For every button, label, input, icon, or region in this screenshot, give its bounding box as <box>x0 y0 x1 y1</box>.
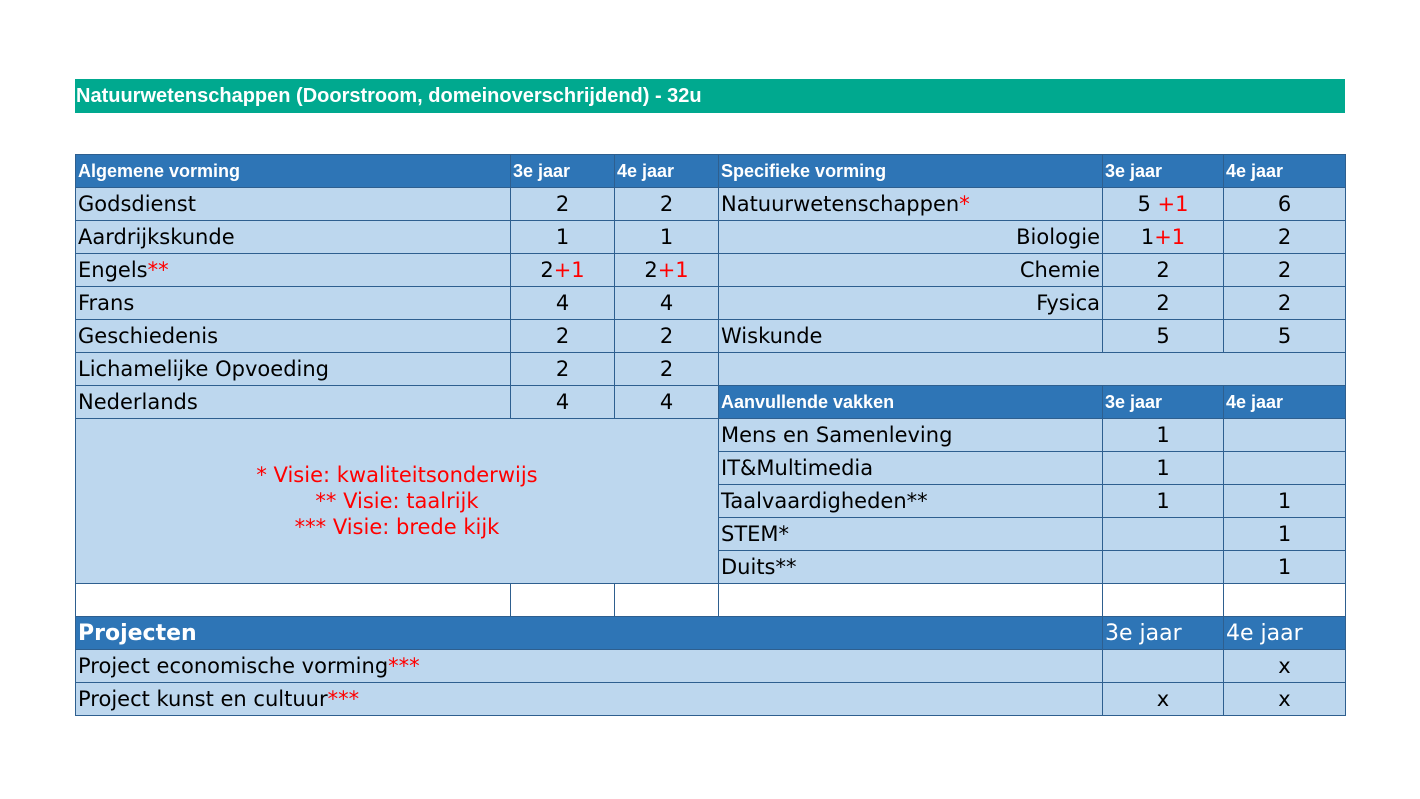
table-row <box>76 683 1346 716</box>
table-row <box>76 221 1346 254</box>
project-name: Project kunst en cultuur <box>78 687 328 711</box>
subject-cell <box>76 188 511 221</box>
hours-cell: 2 <box>1224 254 1346 287</box>
hours-cell: 4 <box>511 386 615 419</box>
projecten-y4-header: 4e jaar <box>1224 617 1346 650</box>
empty-cell <box>1103 584 1224 617</box>
vision-marker: ** <box>147 258 169 282</box>
aanvullende-y4-header: 4e jaar <box>1224 386 1346 419</box>
hours-cell: 1 <box>1224 551 1346 584</box>
hours-cell: 2 <box>1224 221 1346 254</box>
hours-cell: 1 <box>511 221 615 254</box>
hours-cell: 4 <box>615 386 719 419</box>
subject-cell: Lichamelijke Opvoeding <box>76 353 511 386</box>
specifieke-y3-header: 3e jaar <box>1103 155 1224 188</box>
hours-cell: 2 <box>1103 254 1224 287</box>
hours-cell <box>1224 419 1346 452</box>
vision-marker: * <box>959 192 970 216</box>
note-line: ** Visie: taalrijk <box>315 489 479 513</box>
hours-y3: 2 <box>555 192 570 216</box>
hours-y4: 2 <box>644 258 658 282</box>
project-mark <box>1103 650 1224 683</box>
subject-name: Engels <box>78 258 148 282</box>
hours-cell: 1 <box>1224 485 1346 518</box>
specifieke-y4-header: 4e jaar <box>1224 155 1346 188</box>
subject-name: Natuurwetenschappen <box>721 192 960 216</box>
subject-cell <box>76 221 511 254</box>
hours-y3: 1 <box>1140 225 1155 249</box>
hours-cell: 2 <box>1103 287 1224 320</box>
hours-cell: 1 <box>1103 452 1224 485</box>
hours-cell <box>1103 188 1224 221</box>
hours-cell: 5 <box>1224 320 1346 353</box>
vision-marker: *** <box>388 654 420 678</box>
hours-extra: +1 <box>1157 192 1189 216</box>
hours-y3: 2 <box>540 258 554 282</box>
hours-cell: 2 <box>511 353 615 386</box>
hours-cell: 2 <box>615 320 719 353</box>
projecten-header: Projecten <box>76 617 1103 650</box>
hours-cell <box>615 254 719 287</box>
algemene-y3-header: 3e jaar <box>511 155 615 188</box>
subject-cell: Taalvaardigheden** <box>719 485 1103 518</box>
aanvullende-header: Aanvullende vakken <box>719 386 1103 419</box>
hours-extra: +1 <box>1154 225 1186 249</box>
projecten-header-row <box>76 617 1346 650</box>
algemene-header: Algemene vorming <box>76 155 511 188</box>
project-cell <box>76 683 1103 716</box>
empty-cell <box>1224 584 1346 617</box>
hours-cell: 2 <box>1224 287 1346 320</box>
table-row <box>76 287 1346 320</box>
hours-y3: 5 <box>1137 192 1158 216</box>
hours-y4: 6 <box>1277 192 1292 216</box>
subject-cell: Nederlands <box>76 386 511 419</box>
subject-cell: Frans <box>76 287 511 320</box>
subject-cell: Geschiedenis <box>76 320 511 353</box>
hours-cell: 1 <box>615 221 719 254</box>
spacer-cell <box>719 353 1346 386</box>
subject-cell: Duits** <box>719 551 1103 584</box>
project-name: Project economische vorming <box>78 654 389 678</box>
table-row <box>76 254 1346 287</box>
subject-cell <box>719 188 1103 221</box>
hours-cell <box>615 188 719 221</box>
subject-cell: Chemie <box>719 254 1103 287</box>
table-row <box>76 353 1346 386</box>
note-line: *** Visie: brede kijk <box>294 515 500 539</box>
hours-cell: 1 <box>1103 419 1224 452</box>
projecten-y3-header: 3e jaar <box>1103 617 1224 650</box>
subject-cell <box>76 254 511 287</box>
algemene-y4-header: 4e jaar <box>615 155 719 188</box>
project-mark: x <box>1103 683 1224 716</box>
hours-cell <box>1103 551 1224 584</box>
subject-cell: STEM* <box>719 518 1103 551</box>
hours-extra: +1 <box>657 258 689 282</box>
hours-y4: 2 <box>659 192 674 216</box>
hours-cell: 2 <box>615 353 719 386</box>
table-row <box>76 650 1346 683</box>
page-title: Natuurwetenschappen (Doorstroom, domeinoverschrijdend) - 32u <box>75 79 1345 113</box>
hours-cell: 4 <box>511 287 615 320</box>
project-mark: x <box>1224 650 1346 683</box>
subject-cell: Fysica <box>719 287 1103 320</box>
hours-cell <box>1224 452 1346 485</box>
specifieke-header: Specifieke vorming <box>719 155 1103 188</box>
table-row <box>76 320 1346 353</box>
hours-cell: 5 <box>1103 320 1224 353</box>
header-row <box>76 155 1346 188</box>
table-row <box>76 419 1346 452</box>
hours-cell <box>1103 518 1224 551</box>
hours-cell <box>1103 221 1224 254</box>
empty-cell <box>511 584 615 617</box>
hours-cell: 2 <box>511 320 615 353</box>
hours-cell <box>511 254 615 287</box>
vision-notes <box>76 419 719 584</box>
project-cell <box>76 650 1103 683</box>
subject-cell: Wiskunde <box>719 320 1103 353</box>
aanvullende-y3-header: 3e jaar <box>1103 386 1224 419</box>
subject-cell: Biologie <box>719 221 1103 254</box>
table-row <box>76 188 1346 221</box>
project-mark: x <box>1224 683 1346 716</box>
curriculum-table <box>75 154 1346 716</box>
empty-row <box>76 584 1346 617</box>
hours-cell: 1 <box>1224 518 1346 551</box>
hours-extra: +1 <box>553 258 585 282</box>
empty-cell <box>615 584 719 617</box>
subject-name: Aardrijkskunde <box>78 225 235 249</box>
subject-cell: IT&Multimedia <box>719 452 1103 485</box>
hours-cell: 1 <box>1103 485 1224 518</box>
vision-marker: *** <box>327 687 360 711</box>
subject-cell: Mens en Samenleving <box>719 419 1103 452</box>
empty-cell <box>719 584 1103 617</box>
subject-name: Godsdienst <box>78 192 196 216</box>
hours-cell <box>511 188 615 221</box>
empty-cell <box>76 584 511 617</box>
hours-cell <box>1224 188 1346 221</box>
table-row <box>76 386 1346 419</box>
note-line: * Visie: kwaliteitsonderwijs <box>256 463 538 487</box>
hours-cell: 4 <box>615 287 719 320</box>
